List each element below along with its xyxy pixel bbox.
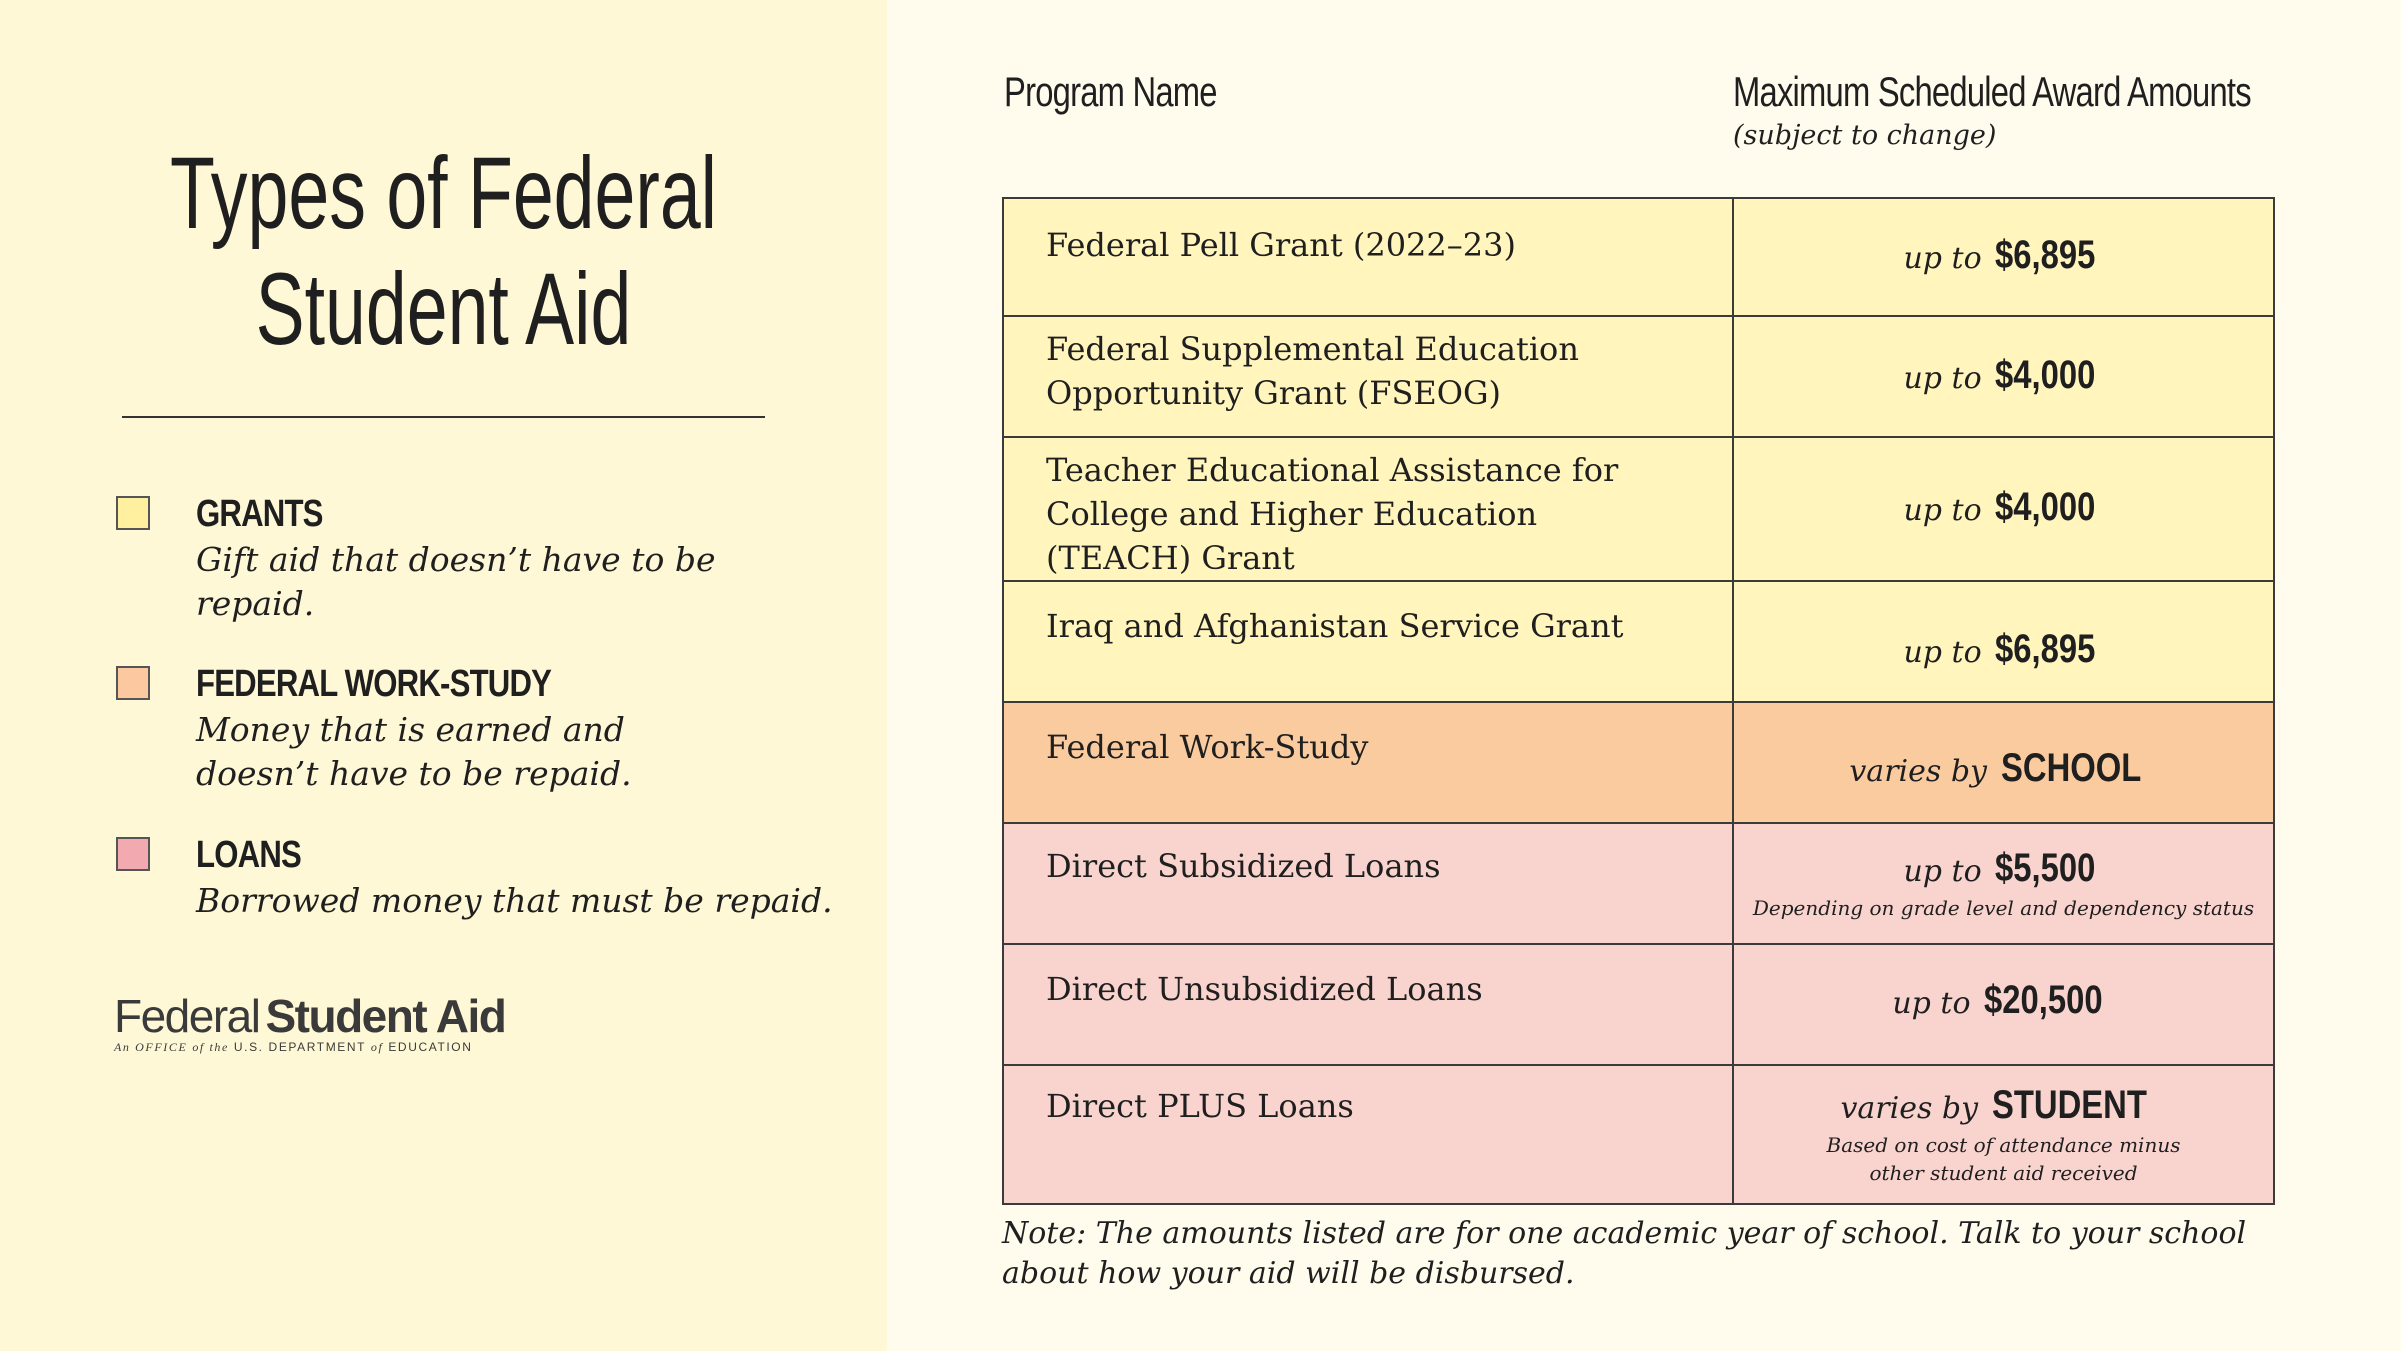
logo-sub-e: EDUCATION (388, 1040, 473, 1054)
program-name: Teacher Educational Assistance for College and Higher Education (TEACH) Grant (1003, 437, 1733, 581)
logo-sub-c: U.S. DEPARTMENT (233, 1040, 366, 1054)
award-note: Depending on grade level and dependency status (1752, 895, 2255, 920)
award-prefix: up to (1903, 241, 1982, 276)
award-prefix: up to (1903, 634, 1982, 670)
legend-work-study-desc: Money that is earned and doesn’t have to be repaid. (196, 710, 632, 793)
award-amount: $6,895 (1995, 233, 2096, 277)
legend-work-study-title: FEDERAL WORK-STUDY (196, 663, 552, 705)
legend-grants-desc: Gift aid that doesn’t have to be repaid. (196, 540, 716, 623)
award-amount: $5,500 (1995, 845, 2096, 890)
award-amount: $20,500 (1984, 977, 2103, 1022)
table-row (1003, 437, 2274, 581)
work-study-swatch-icon (116, 666, 150, 700)
logo-sub-a: An OFFICE (114, 1040, 188, 1054)
logo-subtitle (114, 1040, 505, 1055)
logo-sub-d: of (370, 1040, 384, 1054)
award-amount: SCHOOL (2000, 745, 2141, 790)
award-amount: $4,000 (1995, 352, 2096, 397)
award-amount-cell (1733, 198, 2274, 316)
award-amount-cell (1733, 823, 2274, 944)
award-amount-cell (1733, 702, 2274, 823)
table-row (1003, 316, 2274, 437)
column-header-award: Maximum Scheduled Award Amounts (1733, 68, 2251, 115)
column-header-award-subtitle: (subject to change) (1733, 120, 1997, 151)
award-amount: $6,895 (1995, 626, 2096, 671)
award-amount-cell (1733, 1065, 2274, 1204)
federal-student-aid-logo (114, 990, 505, 1055)
logo-sub-b: of the (192, 1040, 229, 1054)
award-amount: $4,000 (1995, 485, 2096, 529)
award-prefix: up to (1903, 493, 1982, 528)
award-prefix: up to (1903, 360, 1982, 396)
award-prefix: varies by (1840, 1090, 1979, 1126)
table-row (1003, 198, 2274, 316)
page-title (167, 135, 719, 367)
left-panel (0, 0, 887, 1351)
program-name: Iraq and Afghanistan Service Grant (1003, 581, 1733, 702)
table-row (1003, 823, 2274, 944)
legend-loans-desc: Borrowed money that must be repaid. (196, 881, 833, 920)
table-row (1003, 702, 2274, 823)
award-amount-cell (1733, 437, 2274, 581)
page-title-line2: Student Aid (255, 252, 632, 366)
logo-word-student-aid: Student Aid (265, 990, 506, 1042)
award-prefix: up to (1903, 853, 1982, 889)
page-title-line1: Types of Federal (169, 136, 717, 250)
award-amount: STUDENT (1991, 1082, 2147, 1127)
award-prefix: up to (1892, 985, 1971, 1021)
program-name: Direct Subsidized Loans (1003, 823, 1733, 944)
program-name: Federal Work-Study (1003, 702, 1733, 823)
footnote: Note: The amounts listed are for one academic year of school. Talk to your school about how your aid will be disbursed. (1002, 1216, 2247, 1291)
legend-loans-title: LOANS (196, 834, 301, 876)
award-note: Based on cost of attendance minus other student aid received (1826, 1132, 2181, 1185)
award-amount-cell (1733, 581, 2274, 702)
program-name: Federal Pell Grant (2022–23) (1003, 198, 1733, 316)
table-row (1003, 1065, 2274, 1204)
program-name: Federal Supplemental Education Opportunity Grant (FSEOG) (1003, 316, 1733, 437)
loans-swatch-icon (116, 837, 150, 871)
award-amount-cell (1733, 944, 2274, 1065)
logo-word-federal: Federal (114, 990, 260, 1042)
program-name: Direct PLUS Loans (1003, 1065, 1733, 1204)
title-divider (122, 416, 765, 418)
award-amount-cell (1733, 316, 2274, 437)
grants-swatch-icon (116, 496, 150, 530)
table-row (1003, 944, 2274, 1065)
aid-table (1002, 197, 2275, 1205)
column-header-program: Program Name (1004, 68, 1217, 115)
table-row (1003, 581, 2274, 702)
award-prefix: varies by (1849, 753, 1987, 789)
legend-grants-title: GRANTS (196, 493, 323, 535)
program-name: Direct Unsubsidized Loans (1003, 944, 1733, 1065)
